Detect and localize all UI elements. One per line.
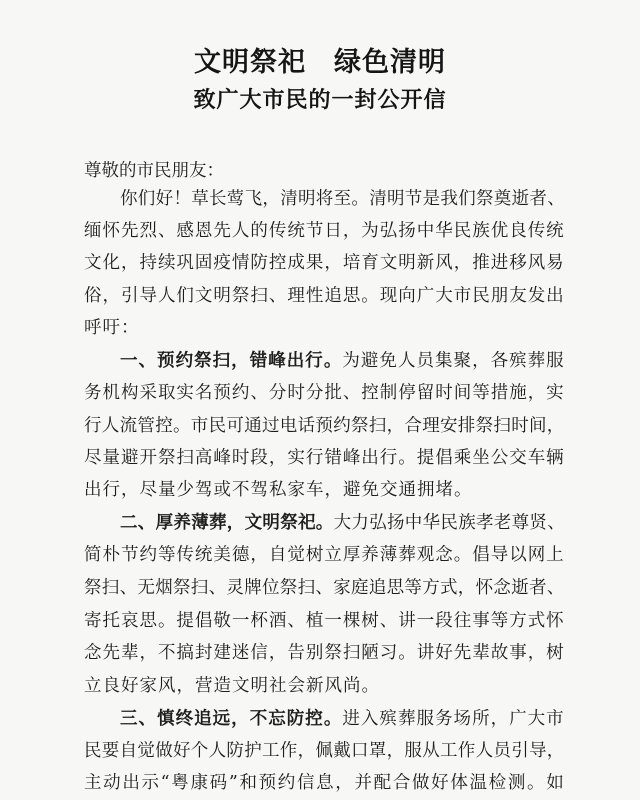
section-first-line <box>120 511 564 535</box>
section-heading: 二、厚养薄葬，文明祭祀。 <box>120 513 334 533</box>
section-line: 祭扫、无烟祭扫、灵牌位祭扫、家庭追思等方式，怀念逝者、 <box>84 578 565 598</box>
section-line: 简朴节约等传统美德，自觉树立厚养薄葬观念。倡导以网上 <box>84 545 564 565</box>
section-line: 念先辈，不搞封建迷信，告别祭扫陋习。讲好先辈故事，树 <box>84 643 564 663</box>
section-line: 寄托哀思。提倡敬一杯酒、植一棵树、讲一段往事等方式怀 <box>84 611 564 631</box>
section-heading: 一、预约祭扫，错峰出行。 <box>120 351 343 371</box>
section-line: 立良好家风，营造文明社会新风尚。 <box>84 676 380 696</box>
section-line: 行人流管控。市民可通过电话预约祭扫，合理安排祭扫时间， <box>84 416 565 436</box>
section-first-line <box>120 349 564 373</box>
section-line: 主动出示“粤康码”和预约信息，并配合做好体温检测。如 <box>84 773 564 793</box>
intro-line: 俗，引导人们文明祭扫、理性追思。现向广大市民朋友发出 <box>84 286 564 306</box>
intro-line: 你们好！草长莺飞，清明将至。清明节是我们祭奠逝者、 <box>120 189 565 209</box>
section-line: 尽量避开祭扫高峰时段，实行错峰出行。提倡乘坐公交车辆 <box>84 448 564 468</box>
letter-title: 文明祭祀 绿色清明 <box>194 47 446 78</box>
section-line: 务机构采取实名预约、分时分批、控制停留时间等措施，实 <box>84 383 564 403</box>
intro-line: 文化，持续巩固疫情防控成果，培育文明新风，推进移风易 <box>84 253 564 273</box>
section-line: 出行，尽量少驾或不驾私家车，避免交通拥堵。 <box>84 480 473 500</box>
section-text: 大力弘扬中华民族孝老尊贤、 <box>333 513 566 533</box>
section-first-line <box>120 707 564 731</box>
section-line: 民要自觉做好个人防护工作，佩戴口罩，服从工作人员引导， <box>84 741 565 761</box>
section-text: 进入殡葬服务场所，广大市 <box>342 709 564 729</box>
greeting: 尊敬的市民朋友： <box>84 161 224 181</box>
letter-subtitle: 致广大市民的一封公开信 <box>193 87 447 113</box>
section-text: 为避免人员集聚，各殡葬服 <box>342 351 564 371</box>
section-heading: 三、慎终追远，不忘防控。 <box>120 709 343 729</box>
intro-line: 呼吁： <box>84 318 140 338</box>
intro-line: 缅怀先烈、感恩先人的传统节日，为弘扬中华民族优良传统 <box>84 221 564 241</box>
